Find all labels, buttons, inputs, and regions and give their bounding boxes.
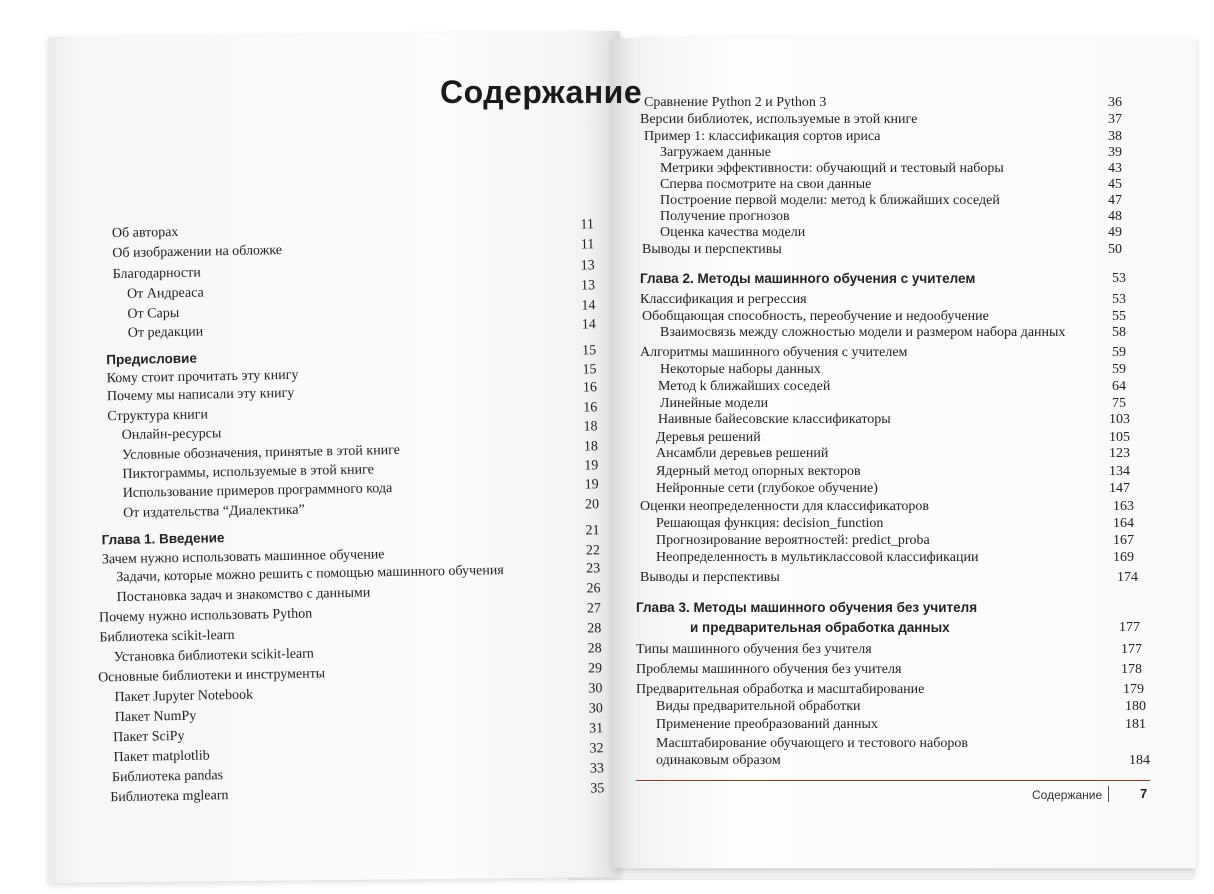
toc-entry-title: Нейронные сети (глубокое обучение): [656, 481, 878, 496]
toc-entry-title: Оценки неопределенности для классификаторов: [640, 499, 930, 514]
toc-entry-page: 134: [1109, 464, 1130, 479]
toc-entry-title: Благодарности: [112, 265, 201, 283]
toc-entry-title: Зачем нужно использовать машинное обучение: [101, 547, 385, 568]
toc-entry-page: 163: [1113, 499, 1134, 514]
toc-entry-page: 14: [581, 317, 596, 333]
footer-divider: [1108, 786, 1109, 802]
toc-entry-title: Предварительная обработка и масштабирование: [636, 682, 925, 697]
toc-entry-page: 180: [1125, 699, 1146, 714]
footer-rule: [636, 780, 1150, 781]
toc-entry-title: Ядерный метод опорных векторов: [656, 464, 861, 479]
toc-entry-page: 50: [1108, 242, 1122, 257]
toc-entry-title: Применение преобразований данных: [656, 717, 878, 732]
toc-entry-title: Кому стоит прочитать эту книгу: [106, 367, 299, 387]
toc-entry-page: 27: [586, 601, 602, 617]
toc-entry-title: Выводы и перспективы: [642, 242, 782, 257]
toc-entry-page: 20: [584, 497, 600, 513]
toc-entry-page: 30: [588, 681, 603, 697]
toc-entry-title: Решающая функция: decision_function: [656, 516, 884, 531]
toc-entry-title: и предварительная обработка данных: [690, 620, 950, 635]
toc-entry-title: Условные обозначения, принятые в этой книге: [121, 442, 401, 463]
toc-entry-title: Сперва посмотрите на свои данные: [660, 177, 872, 192]
toc-entry-title: От Андреаса: [126, 285, 204, 302]
toc-entry-page: 31: [589, 721, 604, 737]
footer-page-number: 7: [1140, 786, 1148, 801]
toc-entry-title: Библиотека mglearn: [110, 788, 229, 806]
toc-entry-title: Прогнозирование вероятностей: predict_proba: [656, 533, 930, 548]
toc-entry-title: Типы машинного обучения без учителя: [636, 642, 872, 657]
toc-entry-page: 36: [1108, 95, 1122, 110]
toc-entry-page: 177: [1121, 642, 1142, 657]
toc-entry-title: Использование примеров программного кода: [122, 481, 393, 501]
toc-entry-title: Построение первой модели: метод k ближайших соседей: [660, 193, 1000, 208]
toc-entry-title: Пакет SciPy: [113, 728, 185, 746]
toc-entry-page: 47: [1108, 193, 1122, 208]
toc-entry-title: Масштабирование обучающего и тестового наборов: [656, 736, 968, 751]
toc-entry-title: Неопределенность в мультиклассовой классификации: [656, 550, 979, 565]
toc-entry-title: Онлайн-ресурсы: [121, 426, 222, 443]
toc-entry-title: Проблемы машинного обучения без учителя: [636, 662, 902, 677]
toc-entry-title: Об изображении на обложке: [112, 243, 283, 262]
toc-entry-title: Линейные модели: [660, 396, 769, 411]
toc-entry-page: 169: [1113, 550, 1134, 565]
toc-entry-page: 37: [1108, 112, 1122, 127]
toc-entry-title: Предисловие: [106, 350, 198, 368]
toc-entry-page: 29: [587, 661, 603, 677]
toc-entry-page: 15: [582, 362, 597, 378]
toc-entry-page: 59: [1112, 362, 1126, 377]
toc-entry-page: 58: [1112, 325, 1126, 340]
toc-entry-title: Некоторые наборы данных: [660, 362, 821, 377]
toc-entry-page: 38: [1108, 129, 1122, 144]
toc-entry-page: 48: [1108, 209, 1122, 224]
toc-entry-title: Ансамбли деревьев решений: [656, 446, 829, 461]
toc-entry-page: 174: [1117, 570, 1138, 585]
toc-entry-title: Выводы и перспективы: [640, 570, 780, 585]
toc-entry-page: 13: [580, 258, 595, 274]
toc-entry-page: 15: [582, 343, 597, 359]
toc-entry-page: 18: [583, 419, 598, 435]
toc-entry-page: 11: [580, 217, 595, 233]
toc-entry-title: Метод k ближайших соседей: [658, 379, 831, 394]
toc-entry-page: 28: [587, 621, 602, 637]
toc-entry-title: Библиотека scikit-learn: [99, 627, 235, 646]
toc-entry-page: 123: [1109, 446, 1130, 461]
toc-entry-page: 30: [588, 701, 603, 717]
toc-entry-page: 32: [589, 741, 604, 757]
toc-entry-page: 23: [586, 561, 601, 577]
toc-entry-page: 167: [1113, 533, 1134, 548]
toc-entry-title: Метрики эффективности: обучающий и тестовый наборы: [660, 161, 1004, 176]
toc-entry-title: Алгоритмы машинного обучения с учителем: [640, 345, 908, 360]
toc-entry-page: 178: [1121, 662, 1142, 677]
toc-entry-title: Пиктограммы, используемые в этой книге: [122, 462, 374, 482]
toc-entry-page: 75: [1112, 396, 1126, 411]
toc-entry-page: 39: [1108, 145, 1122, 160]
toc-entry-title: Установка библиотеки scikit-learn: [113, 646, 315, 666]
toc-entry-title: Пакет Jupyter Notebook: [114, 687, 254, 706]
toc-entry-page: 13: [580, 278, 596, 294]
toc-entry-page: 181: [1125, 717, 1146, 732]
toc-entry-page: 59: [1112, 345, 1126, 360]
toc-entry-title: Задачи, которые можно решить с помощью машинного обучения: [116, 563, 504, 586]
toc-entry-page: 14: [581, 298, 596, 314]
toc-entry-title: Библиотека pandas: [111, 768, 224, 786]
toc-entry-title: Получение прогнозов: [660, 209, 790, 224]
toc-entry-page: 19: [584, 477, 599, 493]
toc-entry-title: Почему нужно использовать Python: [98, 606, 313, 626]
toc-entry-title: Деревья решений: [656, 430, 761, 445]
toc-entry-title: От издательства “Диалектика”: [122, 502, 305, 521]
toc-entry-page: 22: [585, 543, 601, 559]
toc-entry-page: 43: [1108, 161, 1122, 176]
toc-entry-page: 16: [583, 400, 598, 416]
toc-entry-title: Классификация и регрессия: [640, 292, 807, 307]
toc-entry-page: 26: [586, 581, 601, 597]
toc-entry-page: 16: [582, 380, 598, 396]
footer-label: Содержание: [1032, 788, 1103, 802]
toc-entry-title: Обобщающая способность, переобучение и недообучение: [642, 309, 989, 324]
toc-entry-title: Наивные байесовские классификаторы: [658, 412, 891, 427]
toc-entry-title: Виды предварительной обработки: [656, 699, 861, 714]
toc-entry-title: Пакет NumPy: [114, 708, 197, 726]
toc-entry-title: Сравнение Python 2 и Python 3: [644, 95, 827, 110]
toc-entry-title: От Сары: [127, 305, 180, 322]
toc-entry-title: Постановка задач и знакомство с данными: [116, 585, 371, 606]
toc-entry-page: 11: [580, 237, 595, 253]
toc-entry-title: Структура книги: [107, 407, 209, 425]
toc-entry-page: 184: [1129, 753, 1150, 768]
toc-entry-title: От редакции: [127, 324, 204, 341]
toc-entry-page: 103: [1109, 412, 1130, 427]
toc-entry-page: 45: [1108, 177, 1122, 192]
toc-entry-page: 147: [1109, 481, 1130, 496]
toc-entry-title: Почему мы написали эту книгу: [106, 385, 295, 405]
toc-entry-title: Загружаем данные: [660, 145, 772, 160]
toc-entry-page: 53: [1112, 292, 1126, 307]
toc-entry-page: 64: [1112, 379, 1126, 394]
toc-entry-title: Оценка качества модели: [660, 225, 806, 240]
toc-entry-title: Основные библиотеки и инструменты: [97, 666, 326, 686]
toc-entry-title: Глава 3. Методы машинного обучения без учителя: [636, 600, 978, 615]
toc-entry-page: 18: [583, 439, 599, 455]
toc-entry-page: 21: [585, 523, 600, 539]
toc-entry-page: 19: [584, 458, 599, 474]
toc-entry-title: Версии библиотек, используемые в этой книге: [640, 112, 918, 127]
toc-entry-page: 179: [1123, 682, 1144, 697]
toc-entry-page: 33: [589, 761, 605, 777]
toc-entry-page: 28: [587, 641, 602, 657]
toc-entry-page: 177: [1119, 620, 1140, 635]
toc-entry-page: 164: [1113, 516, 1134, 531]
page-title: Содержание: [440, 74, 643, 110]
toc-entry-page: 55: [1112, 309, 1126, 324]
toc-entry-page: 35: [590, 781, 605, 797]
toc-entry-title: Взаимосвязь между сложностью модели и размером набора данных: [660, 325, 1066, 340]
toc-entry-page: 105: [1109, 430, 1130, 445]
toc-entry-page: 49: [1108, 225, 1122, 240]
toc-entry-title: Глава 2. Методы машинного обучения с учителем: [640, 271, 976, 286]
toc-entry-title: Пакет matplotlib: [113, 748, 210, 766]
toc-entry-page: 53: [1112, 271, 1126, 286]
toc-entry-title: Об авторах: [111, 224, 179, 242]
toc-entry-title: Глава 1. Введение: [101, 530, 225, 548]
toc-entry-title: Пример 1: классификация сортов ириса: [644, 129, 881, 144]
toc-entry-title: одинаковым образом: [656, 753, 781, 768]
